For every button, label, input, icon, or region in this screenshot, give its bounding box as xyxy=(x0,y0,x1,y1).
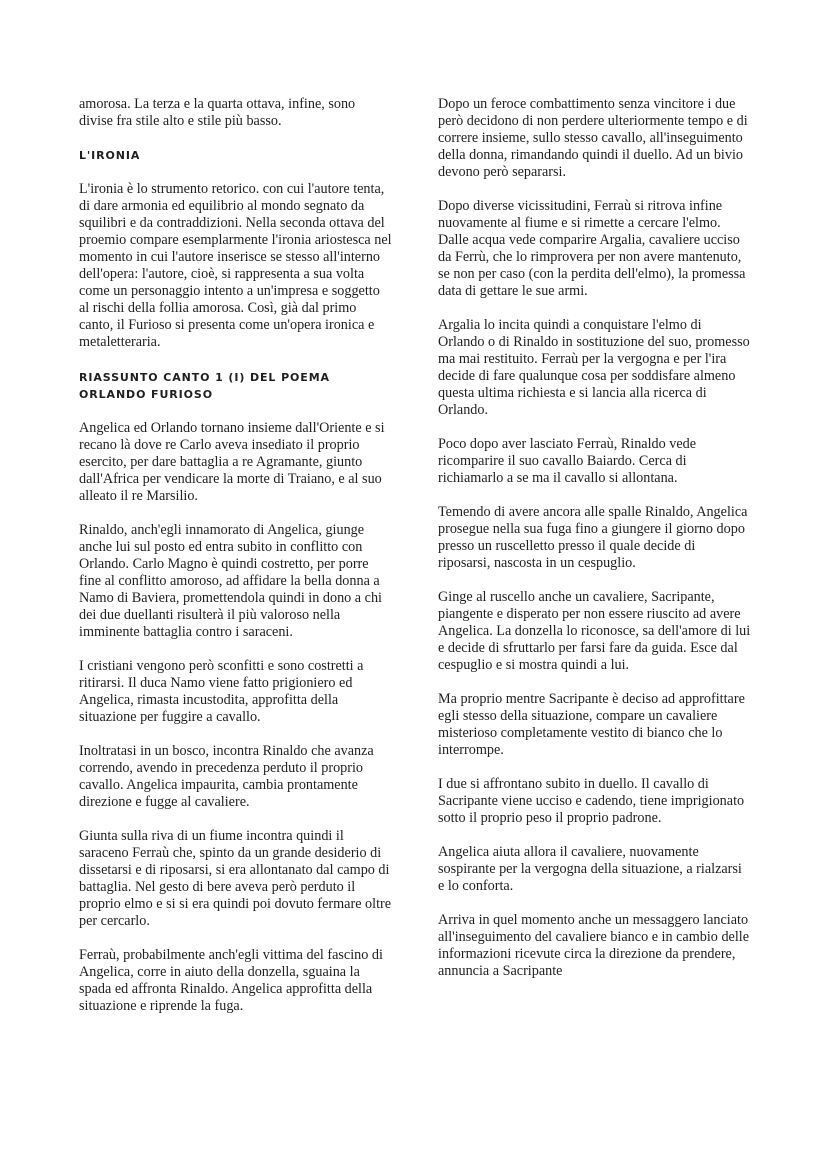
paragraph: Inoltratasi in un bosco, incontra Rinaldo che avanza correndo, avendo in precedenza perduto il proprio cavallo. Angelica impaurita, cambia prontamente direzione e fugge al cavaliere. xyxy=(79,743,374,810)
paragraph: L'ironia è lo strumento retorico. con cui l'autore tenta, di dare armonia ed equilibrio al mondo segnato da squilibri e da contraddizioni. Nella seconda ottava del proemio compare esemplarmente l'ironia ariostesca nel momento in cui l'autore inserisce se stesso all'interno dell'opera: l'autore, cioè, si rappresenta a sua volta come un personaggio intento a un'impresa e soggetto al rischi della follia amorosa. Così, già dal primo canto, il Furioso si presenta come un'opera ironica e metaletteraria. xyxy=(79,181,392,350)
paragraph: Rinaldo, anch'egli innamorato di Angelica, giunge anche lui sul posto ed entra subito in conflitto con Orlando. Carlo Magno è quindi costretto, per porre fine al conflitto amoroso, ad affidare la bella donna a Namo di Baviera, promettendola quindi in dono a chi dei due duellanti risulterà il più valoroso nella imminente battaglia contro i saraceni. xyxy=(79,522,382,640)
left-column xyxy=(79,96,392,1015)
paragraph: Ginge al ruscello anche un cavaliere, Sacripante, piangente e disperato per non essere riuscito ad avere Angelica. La donzella lo riconosce, sa dell'amore di lui e decide di sfruttarlo per farsi fare da guida. Esce dal cespuglio e si mostra quindi a lui. xyxy=(438,589,751,673)
paragraph: Poco dopo aver lasciato Ferraù, Rinaldo vede ricomparire il suo cavallo Baiardo. Cerca di richiamarlo a se ma il cavallo si allontana. xyxy=(438,436,697,486)
paragraph: Ma proprio mentre Sacripante è deciso ad approfittare egli stesso della situazione, compare un cavaliere misterioso completamente vestito di bianco che lo interrompe. xyxy=(438,691,745,758)
paragraph: Temendo di avere ancora alle spalle Rinaldo, Angelica prosegue nella sua fuga fino a giungere il giorno dopo presso un ruscelletto presso il quale decide di riposarsi, nascosta in un cespuglio. xyxy=(438,504,748,571)
section-heading-ironia: L'IRONIA xyxy=(79,149,141,162)
paragraph: Dopo diverse vicissitudini, Ferraù si ritrova infine nuovamente al fiume e si rimette a cercare l'elmo. Dalle acqua vede comparire Argalia, cavaliere ucciso da Ferrù, che lo rimprovera per non avere mantenuto, se non per caso (con la perdita dell'elmo), la promessa data di gettare le sue armi. xyxy=(438,198,746,299)
paragraph: amorosa. La terza e la quarta ottava, infine, sono divise fra stile alto e stile più basso. xyxy=(79,96,356,129)
paragraph: Giunta sulla riva di un fiume incontra quindi il saraceno Ferraù che, spinto da un grande desiderio di dissetarsi e di riposarsi, si era allontanato dal campo di battaglia. Nel gesto di bere aveva però perduto il proprio elmo e si si era quindi poi dovuto fermare oltre per cercarlo. xyxy=(79,828,392,929)
paragraph: I due si affrontano subito in duello. Il cavallo di Sacripante viene ucciso e cadendo, tiene imprigionato sotto il proprio peso il proprio padrone. xyxy=(438,776,745,826)
paragraph: Ferraù, probabilmente anch'egli vittima del fascino di Angelica, corre in aiuto della donzella, sguaina la spada ed affronta Rinaldo. Angelica approfitta della situazione e riprende la fuga. xyxy=(79,947,383,1014)
paragraph: Argalia lo incita quindi a conquistare l'elmo di Orlando o di Rinaldo in sostituzione del suo, promesso ma mai restituito. Ferraù per la vergogna e per l'ira decide di fare qualunque cosa per soddisfare almeno questa ultima richiesta e si lancia alla ricerca di Orlando. xyxy=(438,317,750,418)
paragraph: I cristiani vengono però sconfitti e sono costretti a ritirarsi. Il duca Namo viene fatto prigioniero ed Angelica, rimasta incustodita, approfitta della situazione per fuggire a cavallo. xyxy=(79,658,364,725)
paragraph: Dopo un feroce combattimento senza vincitore i due però decidono di non perdere ulteriormente tempo e di correre insieme, sullo stesso cavallo, all'inseguimento della donna, rimandando quindi il duello. Ad un bivio devono però separarsi. xyxy=(438,96,748,180)
section-heading-riassunto: RIASSUNTO CANTO 1 (I) DEL POEMA ORLANDO FURIOSO xyxy=(79,371,330,401)
paragraph: Arriva in quel momento anche un messaggero lanciato all'inseguimento del cavaliere bianco e in cambio delle informazioni ricevute circa la direzione da prendere, annuncia a Sacripante xyxy=(438,912,750,979)
paragraph: Angelica ed Orlando tornano insieme dall'Oriente e si recano là dove re Carlo aveva insediato il proprio esercito, per dare battaglia a re Agramante, giunto dall'Africa per vendicare la morte di Traiano, e al suo alleato il re Marsilio. xyxy=(79,420,385,504)
right-column xyxy=(438,96,751,980)
paragraph: Angelica aiuta allora il cavaliere, nuovamente sospirante per la vergogna della situazione, a rialzarsi e lo conforta. xyxy=(438,844,742,894)
